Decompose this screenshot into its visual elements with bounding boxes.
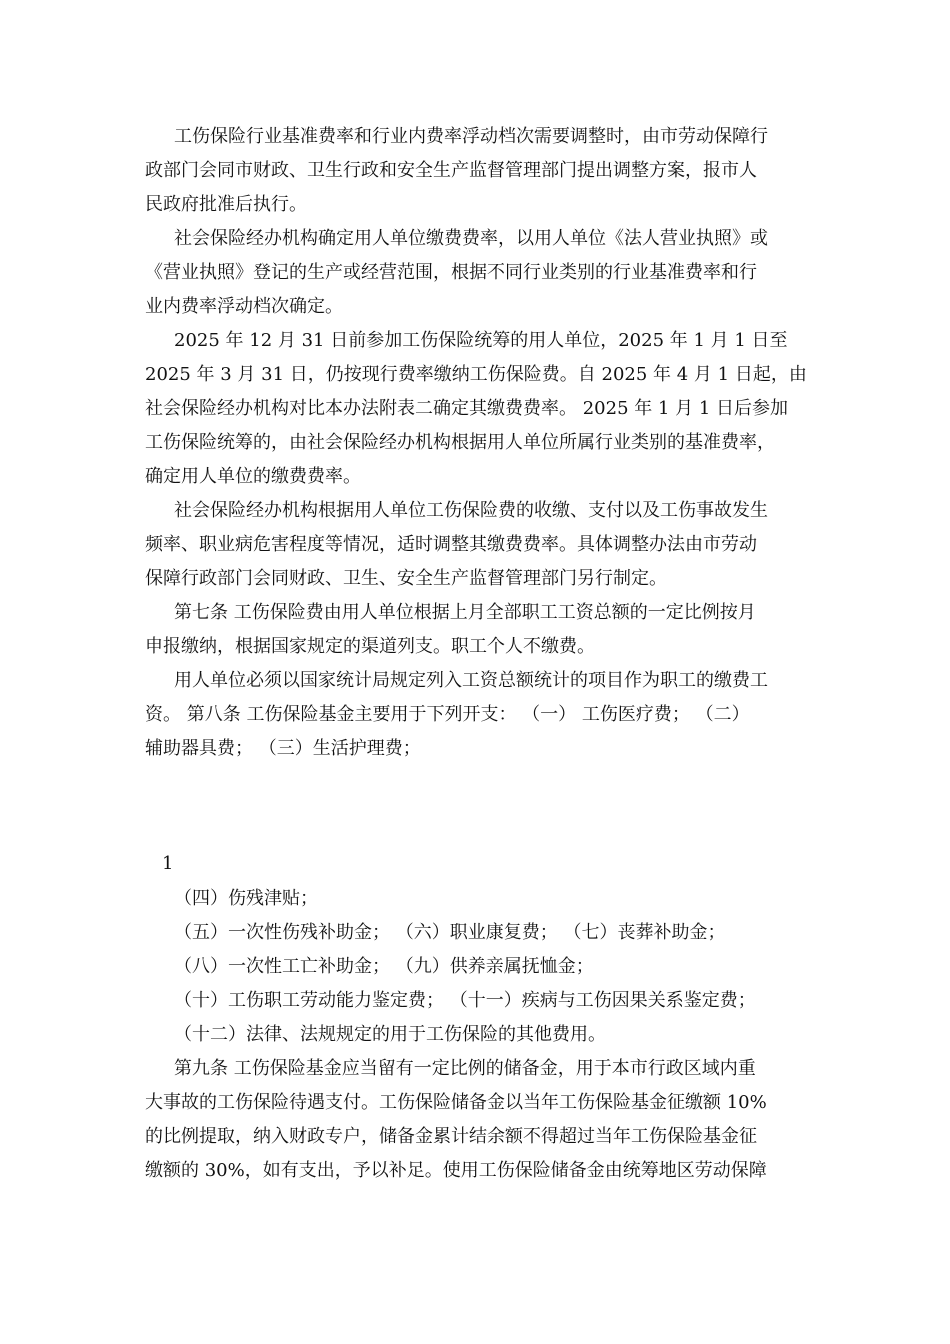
text-line: 第七条 工伤保险费由用人单位根据上月全部职工工资总额的一定比例按月	[174, 602, 756, 623]
text-line: 缴额的 30%，如有支出，予以补足。使用工伤保险储备金由统筹地区劳动保障	[145, 1160, 767, 1181]
text-line: 业内费率浮动档次确定。	[145, 296, 343, 317]
text-line: 保障行政部门会同财政、卫生、安全生产监督管理部门另行制定。	[145, 568, 667, 589]
body-text-upper	[145, 120, 813, 766]
text-line: 大事故的工伤保险待遇支付。工伤保险储备金以当年工伤保险基金征缴额 10%	[145, 1092, 767, 1113]
text-line: 频率、职业病危害程度等情况，适时调整其缴费费率。具体调整办法由市劳动	[145, 534, 757, 555]
text-line: （五）一次性伤残补助金； （六）职业康复费； （七）丧葬补助金；	[174, 922, 726, 943]
text-line: 社会保险经办机构根据用人单位工伤保险费的收缴、支付以及工伤事故发生	[174, 500, 768, 521]
text-line: 第九条 工伤保险基金应当留有一定比例的储备金，用于本市行政区域内重	[174, 1058, 756, 1079]
text-line: 确定用人单位的缴费费率。	[145, 466, 361, 487]
text-line: （十）工伤职工劳动能力鉴定费； （十一）疾病与工伤因果关系鉴定费；	[174, 990, 756, 1011]
text-line: 工伤保险行业基准费率和行业内费率浮动档次需要调整时，由市劳动保障行	[174, 126, 768, 147]
text-line: （四）伤残津贴；	[174, 888, 318, 909]
text-line: （八）一次性工亡补助金； （九）供养亲属抚恤金；	[174, 956, 594, 977]
text-line: （十二）法律、法规规定的用于工伤保险的其他费用。	[174, 1024, 606, 1045]
text-line: 民政府批准后执行。	[145, 194, 307, 215]
text-line: 资。 第八条 工伤保险基金主要用于下列开支： （一） 工伤医疗费； （二）	[145, 704, 750, 725]
text-line: 工伤保险统筹的，由社会保险经办机构根据用人单位所属行业类别的基准费率，	[145, 432, 775, 453]
text-line: 2025 年 3 月 31 日，仍按现行费率缴纳工伤保险费。自 2025 年 4 月 1 日起，由	[145, 364, 807, 385]
text-line: 的比例提取，纳入财政专户，储备金累计结余额不得超过当年工伤保险基金征	[145, 1126, 757, 1147]
text-line: 申报缴纳，根据国家规定的渠道列支。职工个人不缴费。	[145, 636, 595, 657]
text-line: 政部门会同市财政、卫生行政和安全生产监督管理部门提出调整方案，报市人	[145, 160, 757, 181]
text-line: 辅助器具费； （三）生活护理费；	[145, 738, 421, 759]
body-text-lower	[145, 882, 813, 1188]
page-number: 1	[162, 853, 174, 874]
text-line: 社会保险经办机构对比本办法附表二确定其缴费费率。 2025 年 1 月 1 日后参加	[145, 398, 789, 419]
text-line: 2025 年 12 月 31 日前参加工伤保险统筹的用人单位，2025 年 1 月 1 日至	[174, 330, 788, 351]
text-line: 《营业执照》登记的生产或经营范围，根据不同行业类别的行业基准费率和行	[145, 262, 757, 283]
text-line: 社会保险经办机构确定用人单位缴费费率，以用人单位《法人营业执照》或	[174, 228, 768, 249]
text-line: 用人单位必须以国家统计局规定列入工资总额统计的项目作为职工的缴费工	[174, 670, 768, 691]
